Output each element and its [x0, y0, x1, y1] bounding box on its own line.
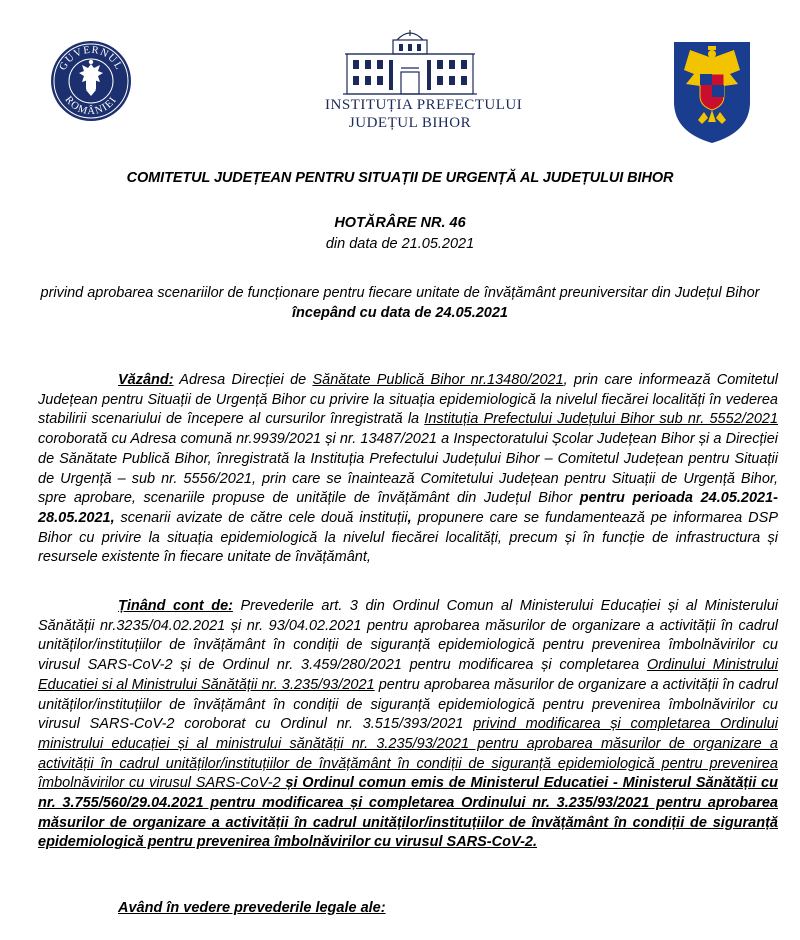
paragraph-vazand: Văzând: Adresa Direcției de Sănătate Publică Bihor nr.13480/2021, prin care informează Comitetul Județean pentru Situații de Urgență Bihor cu privire la situația epidemiologică la nivelul fiecărei localități în vederea stabilirii scenariului de începere al cursurilor înregistrată la Instituția Prefectului Județului Bihor sub nr. 5552/2021 coroborată cu Adresa comună nr.9939/2021 și nr. 13487/2021 a Inspectoratului Școlar Județean Bihor și a Direcției de Sănătate Publică Bihor, înregistrată la Instituția Prefectului Județului Bihor – Comitetul Județean pentru Situații de Urgență – sub nr. 5556/2021, prin care se înaintează Comitetului Județean pentru Situații de Urgență Bihor, spre aprobare, scenariile propuse de unitățile de învățământ din Județul Bihor pentru perioada 24.05.2021-28.05.2021, scenarii avizate de către cele două instituții, propunere care se fundamentează pe informarea DSP Bihor cu privire la situația epidemiologică la nivelul fiecărei localități, precum și în funcție de infrastructura și resursele existente în fiecare unitate de învățământ, — [38, 372, 779, 566]
order-reference-2: privind modificarea și completarea Ordinului ministrului educației și al ministrului sănătății nr. 3.235/93/2021 pentru aprobarea măsurilor de organizare a activității în cadrul unităților/instituțiilor de învățământ în condiții de siguranță epidemiologică pentru prevenirea îmbolnăvirilor cu virusul SARS-CoV-2 — [38, 716, 778, 792]
committee-title: COMITETUL JUDEȚEAN PENTRU SITUAȚII DE URGENȚĂ AL JUDEȚULUI BIHOR — [126, 170, 674, 186]
decision-date: din data de 21.05.2021 — [325, 236, 475, 252]
vazand-label: Văzând: — [118, 372, 174, 388]
period-text: pentru perioada 24.05.2021-28.05.2021, — [38, 490, 779, 526]
tinand-cont-label: Ținând cont de: — [118, 598, 233, 614]
seal-top-text: GUVERNUL — [57, 44, 125, 73]
subject-line-1: privind aprobarea scenariilor de funcționare pentru fiecare unitate de învățământ preuniversitar din Județul Bihor — [40, 285, 760, 301]
document-header — [0, 0, 800, 160]
order-reference-1: Ordinului Ministrului Educatiei si al Ministrului Sănătății nr. 3.235/93/2021 — [38, 657, 779, 693]
seal-bottom-text: ROMÂNIEI — [62, 94, 120, 118]
decision-subject — [30, 283, 770, 323]
order-reference-3: și Ordinul comun emis de Ministerul Educatiei - Ministerul Sănătății cu nr. 3.755/560/29.04.2021 pentru modificarea și completarea Ordinului nr. 3.235/93/2021 pentru aprobarea măsurilor de organizare a activității în cadrul unităților/instituțiilor de învățământ în condiții de siguranță epidemiologică pentru prevenirea îmbolnăvirilor cu virusul SARS-CoV-2. — [38, 775, 778, 851]
prefecture-registration: Instituția Prefectului Județului Bihor sub nr. 5552/2021 — [424, 411, 779, 428]
paragraph-tinand-cont: Ținând cont de: Prevederile art. 3 din Ordinul Comun al Ministerului Educației și al Ministerului Sănătății nr.3235/04.02.2021 și nr. 93/04.02.2021 pentru aprobarea măsurilor de organizare a activității în cadrul unităților/instituțiilor de învățământ în condiții de siguranță epidemiologică pentru prevenirea îmbolnăvirilor cu virusul SARS-CoV-2 și de Ordinul nr. 3.459/280/2021 pentru modificarea și completarea Ordinului Ministrului Educatiei si al Ministrului Sănătății nr. 3.235/93/2021 pentru aprobarea măsurilor de organizare a activității în cadrul unităților/instituțiilor de învățământ în condiții de siguranță epidemiologică pentru prevenirea îmbolnăvirilor cu virusul SARS-CoV-2 coroborat cu Ordinul nr. 3.515/393/2021 privind modificarea și completarea Ordinului ministrului educației și al ministrului sănătății nr. 3.235/93/2021 pentru aprobarea măsurilor de organizare a activității în cadrul unităților/instituțiilor de învățământ în condiții de siguranță epidemiologică pentru prevenirea îmbolnăvirilor cu virusul SARS-CoV-2 și Ordinul comun emis de Ministerul Educatiei - Ministerul Sănătății cu nr. 3.755/560/29.04.2021 pentru modificarea și completarea Ordinului nr. 3.235/93/2021 pentru aprobarea măsurilor de organizare a activității în cadrul unităților/instituțiilor de învățământ în condiții de siguranță epidemiologică pentru prevenirea îmbolnăvirilor cu virusul SARS-CoV-2. — [38, 598, 779, 851]
institution-name: INSTITUȚIA PREFECTULUI — [325, 97, 523, 113]
paragraph-avand-in-vedere — [38, 899, 778, 919]
avand-in-vedere-label: Având în vedere prevederile legale ale: — [118, 900, 386, 916]
county-name: JUDEȚUL BIHOR — [348, 115, 472, 131]
decision-number: HOTĂRÂRE NR. 46 — [334, 215, 466, 231]
coat-of-arms-icon — [672, 40, 752, 145]
subject-line-2: începând cu data de 24.05.2021 — [292, 305, 508, 321]
government-seal-icon — [50, 40, 132, 122]
dsp-reference: Sănătate Publică Bihor nr.13480/2021 — [312, 372, 564, 388]
prefecture-logo — [325, 28, 523, 143]
prefecture-building-icon — [335, 28, 485, 96]
